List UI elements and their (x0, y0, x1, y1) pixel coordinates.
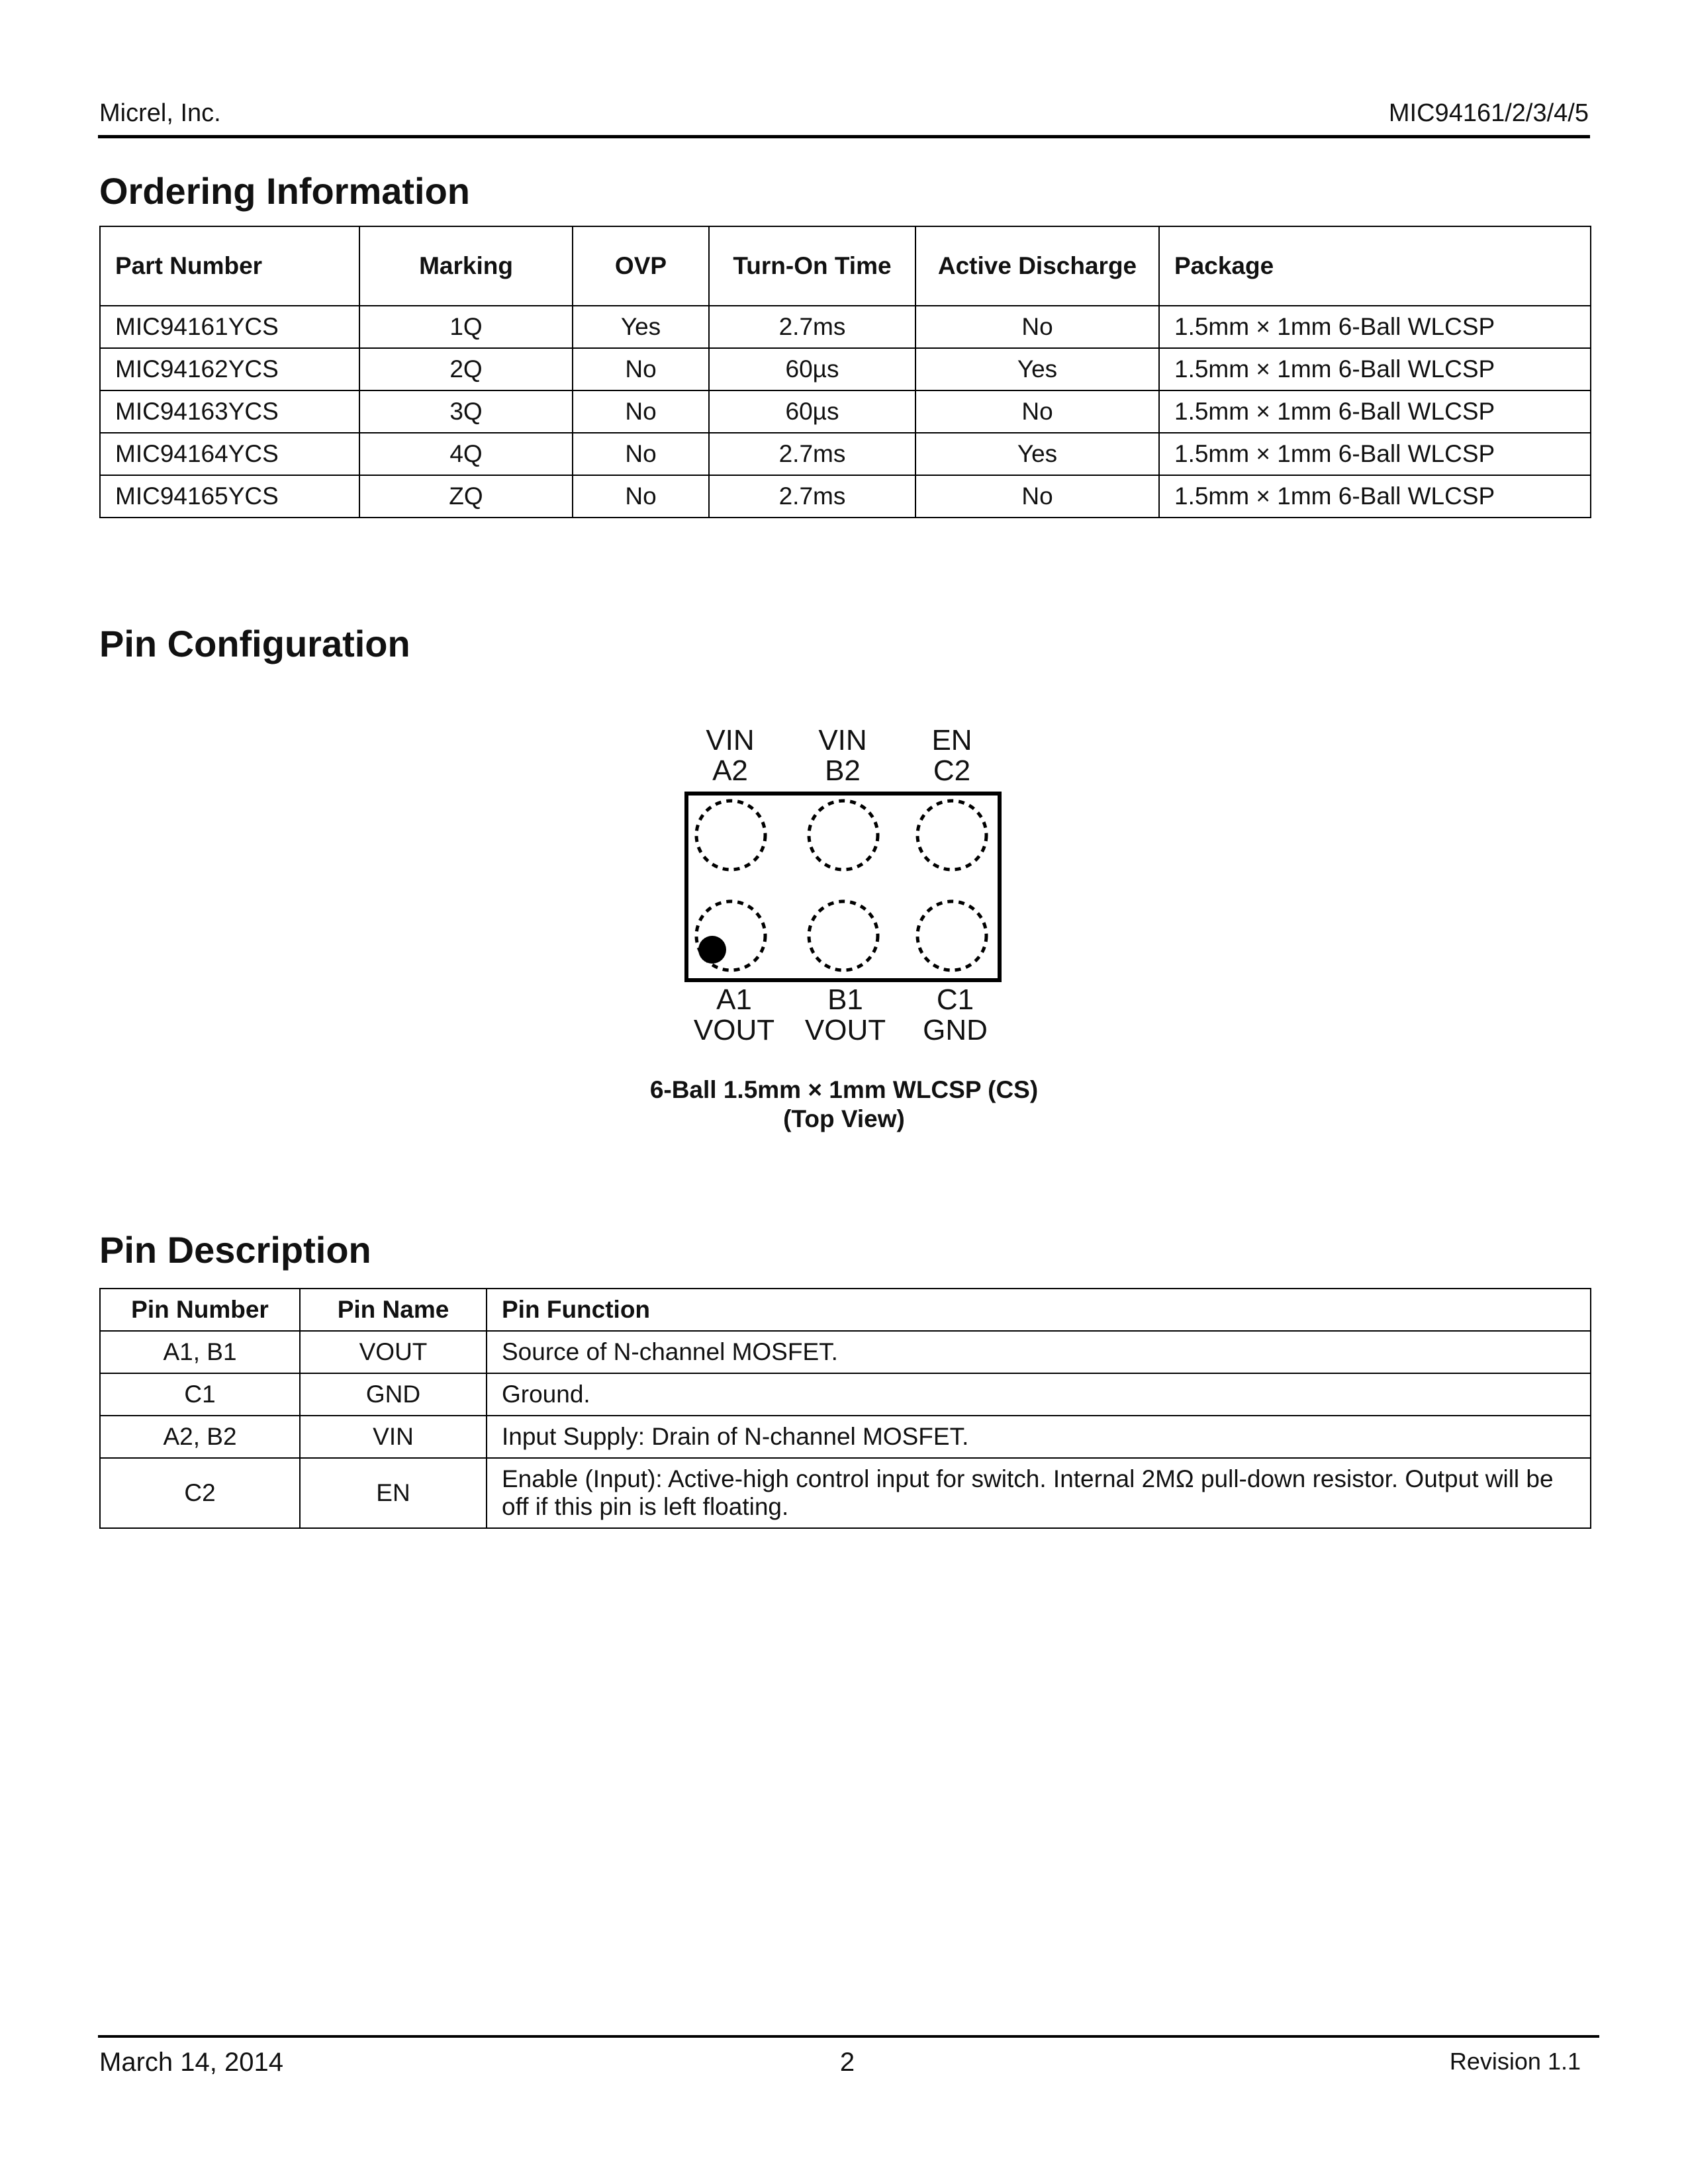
ball-a2-circle (696, 801, 765, 870)
turn-on-time: 2.7ms (709, 475, 915, 518)
pin-function: Source of N-channel MOSFET. (487, 1331, 1591, 1373)
pin-label-c2 (899, 725, 1005, 786)
package: 1.5mm × 1mm 6-Ball WLCSP (1159, 348, 1591, 390)
pin-function: Ground. (487, 1373, 1591, 1416)
table-row (100, 1373, 1591, 1416)
pin-number: C1 (100, 1373, 300, 1416)
table-row (100, 1331, 1591, 1373)
marking: 4Q (359, 433, 573, 475)
part-number: MIC94163YCS (100, 390, 359, 433)
table-row (100, 1416, 1591, 1458)
caption-line-2: (Top View) (783, 1105, 905, 1132)
pin-ball: A2 (712, 754, 748, 787)
pin-label-c1 (902, 985, 1008, 1046)
header-rule (98, 135, 1590, 138)
col-ovp: OVP (573, 226, 709, 306)
table-row (100, 1458, 1591, 1528)
package: 1.5mm × 1mm 6-Ball WLCSP (1159, 475, 1591, 518)
header-part-family: MIC94161/2/3/4/5 (1388, 99, 1589, 127)
part-number: MIC94162YCS (100, 348, 359, 390)
package-outline (686, 794, 1000, 980)
col-package: Package (1159, 226, 1591, 306)
turn-on-time: 60µs (709, 390, 915, 433)
pin-label-a2 (677, 725, 783, 786)
pin-name: GND (300, 1373, 487, 1416)
package-caption (0, 1075, 1688, 1134)
active-discharge: Yes (915, 433, 1159, 475)
table-row (100, 433, 1591, 475)
footer-page-number: 2 (839, 2048, 855, 2077)
pin-number: A1, B1 (100, 1331, 300, 1373)
pin-name: VOUT (300, 1331, 487, 1373)
header-company: Micrel, Inc. (99, 99, 221, 127)
turn-on-time: 2.7ms (709, 433, 915, 475)
pin-number: A2, B2 (100, 1416, 300, 1458)
turn-on-time: 60µs (709, 348, 915, 390)
part-number: MIC94164YCS (100, 433, 359, 475)
footer-date: March 14, 2014 (99, 2048, 283, 2077)
pin-name: VOUT (693, 1014, 775, 1046)
marking: 3Q (359, 390, 573, 433)
pin-name: GND (923, 1014, 988, 1046)
pin-label-b2 (790, 725, 896, 786)
ball-c1-circle (917, 901, 986, 970)
col-pin-number: Pin Number (100, 1289, 300, 1331)
ovp: No (573, 348, 709, 390)
pin-name: VOUT (804, 1014, 886, 1046)
package: 1.5mm × 1mm 6-Ball WLCSP (1159, 390, 1591, 433)
table-row (100, 475, 1591, 518)
pin-label-a1 (681, 985, 787, 1046)
marking: 1Q (359, 306, 573, 348)
active-discharge: No (915, 390, 1159, 433)
pin-ball: B2 (825, 754, 861, 787)
caption-line-1: 6-Ball 1.5mm × 1mm WLCSP (CS) (649, 1076, 1039, 1103)
table-row (100, 390, 1591, 433)
col-pin-name: Pin Name (300, 1289, 487, 1331)
pin-description-title: Pin Description (99, 1229, 371, 1271)
col-part-number: Part Number (100, 226, 359, 306)
ball-c2-circle (917, 801, 986, 870)
pin-number: C2 (100, 1458, 300, 1528)
col-marking: Marking (359, 226, 573, 306)
ordering-header-row (100, 226, 1591, 306)
active-discharge: No (915, 306, 1159, 348)
pin-config-title: Pin Configuration (99, 623, 410, 664)
pin-label-b1 (792, 985, 898, 1046)
pin-name: EN (931, 724, 972, 756)
turn-on-time: 2.7ms (709, 306, 915, 348)
pin-ball: C2 (933, 754, 971, 787)
pin-name: VIN (300, 1416, 487, 1458)
col-active-discharge: Active Discharge (915, 226, 1159, 306)
part-number: MIC94161YCS (100, 306, 359, 348)
col-turn-on-time: Turn-On Time (709, 226, 915, 306)
ovp: No (573, 390, 709, 433)
pin-ball: A1 (716, 983, 752, 1016)
pin-name: VIN (706, 724, 755, 756)
ball-b2-circle (809, 801, 878, 870)
pin-ball: B1 (827, 983, 863, 1016)
ovp: No (573, 475, 709, 518)
part-number: MIC94165YCS (100, 475, 359, 518)
ordering-table (99, 226, 1591, 518)
pin1-marker-dot (698, 936, 726, 964)
ovp: No (573, 433, 709, 475)
footer-rule (98, 2035, 1599, 2038)
pin-name: VIN (818, 724, 867, 756)
ordering-title: Ordering Information (99, 170, 470, 212)
footer-revision: Revision 1.1 (1449, 2048, 1581, 2075)
pindesc-header-row (100, 1289, 1591, 1331)
marking: ZQ (359, 475, 573, 518)
pin-function: Input Supply: Drain of N-channel MOSFET. (487, 1416, 1591, 1458)
active-discharge: Yes (915, 348, 1159, 390)
table-row (100, 348, 1591, 390)
table-row (100, 306, 1591, 348)
pin-description-table (99, 1288, 1591, 1529)
package-diagram (675, 788, 1006, 986)
ovp: Yes (573, 306, 709, 348)
pin-name: EN (300, 1458, 487, 1528)
pin-function: Enable (Input): Active-high control input for switch. Internal 2MΩ pull-down resistor. Output will be off if this pin is left floating. (487, 1458, 1591, 1528)
active-discharge: No (915, 475, 1159, 518)
package: 1.5mm × 1mm 6-Ball WLCSP (1159, 433, 1591, 475)
marking: 2Q (359, 348, 573, 390)
col-pin-function: Pin Function (487, 1289, 1591, 1331)
pin-ball: C1 (936, 983, 974, 1016)
ball-b1-circle (809, 901, 878, 970)
package: 1.5mm × 1mm 6-Ball WLCSP (1159, 306, 1591, 348)
